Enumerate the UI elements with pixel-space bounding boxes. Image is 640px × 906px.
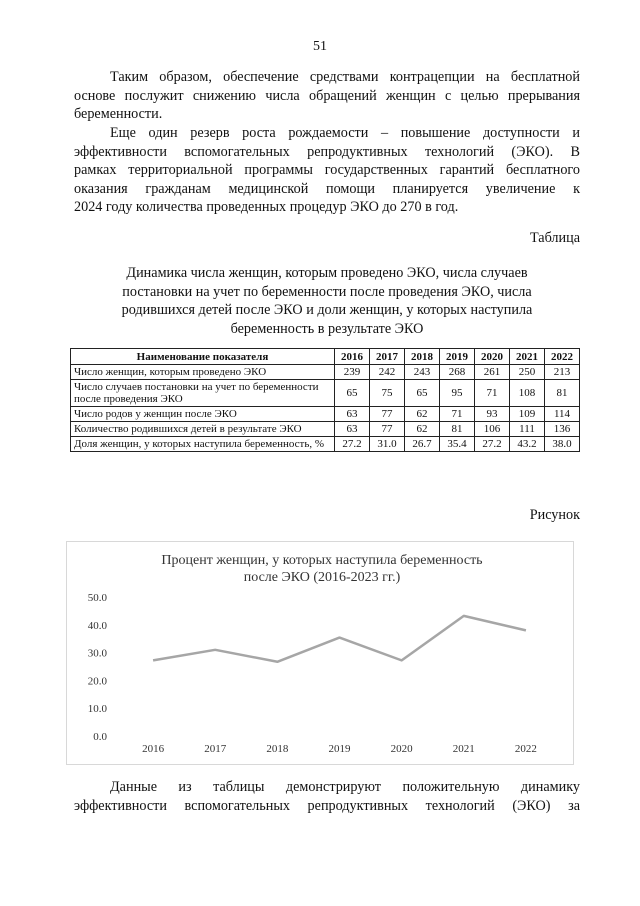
- text-line: Данные из таблицы демонстрируют положительную динамику: [110, 779, 580, 795]
- x-tick-label: 2021: [452, 743, 475, 755]
- text-line: эффективности вспомогательных репродуктивных технологий (ЭКО). В: [74, 143, 580, 160]
- text-line: Таким образом, обеспечение средствами контрацепции на бесплатной: [110, 69, 580, 85]
- title-line: родившихся детей после ЭКО и доли женщин, у которых наступила: [121, 302, 533, 318]
- row-name: Доля женщин, у которых наступила беременность, %: [71, 437, 335, 452]
- cell: 81: [545, 380, 580, 407]
- text-line: рамках территориальной программы государственных гарантий бесплатного: [74, 162, 580, 179]
- cell: 243: [405, 365, 440, 380]
- cell: 108: [510, 380, 545, 407]
- paragraph-conclusion: [74, 778, 580, 815]
- cell: 261: [475, 365, 510, 380]
- y-tick-label: 40.0: [87, 619, 107, 632]
- cell: 109: [510, 407, 545, 422]
- text-line: Еще один резерв роста рождаемости – повышение доступности и: [110, 125, 580, 141]
- cell: 31.0: [370, 437, 405, 452]
- y-tick-label: 10.0: [87, 703, 107, 716]
- cell: 62: [405, 407, 440, 422]
- x-tick-label: 2016: [142, 743, 165, 755]
- table-row: [71, 437, 580, 452]
- column-header: 2018: [405, 349, 440, 365]
- data-table: [70, 348, 580, 452]
- cell: 63: [335, 407, 370, 422]
- y-tick-label: 20.0: [87, 675, 107, 688]
- column-header: 2019: [440, 349, 475, 365]
- cell: 26.7: [405, 437, 440, 452]
- cell: 62: [405, 422, 440, 437]
- table-title: [74, 264, 580, 338]
- cell: 81: [440, 422, 475, 437]
- text-line: оказания гражданам медицинской помощи планируется увеличение к: [74, 180, 580, 197]
- row-name: Число женщин, которым проведено ЭКО: [71, 365, 335, 380]
- x-tick-label: 2022: [514, 743, 537, 755]
- table-row: [71, 365, 580, 380]
- cell: 114: [545, 407, 580, 422]
- text-line: 2024 году количества проведенных процедур ЭКО до 270 в год.: [74, 199, 459, 216]
- cell: 35.4: [440, 437, 475, 452]
- column-header: 2020: [475, 349, 510, 365]
- cell: 71: [440, 407, 475, 422]
- table-row: [71, 407, 580, 422]
- cell: 77: [370, 407, 405, 422]
- cell: 77: [370, 422, 405, 437]
- cell: 43.2: [510, 437, 545, 452]
- title-line: постановки на учет по беременности после проведения ЭКО, числа: [122, 283, 532, 300]
- column-header: 2016: [335, 349, 370, 365]
- title-line: Динамика числа женщин, которым проведено ЭКО, числа случаев: [126, 265, 528, 281]
- table-row: [71, 380, 580, 407]
- cell: 27.2: [475, 437, 510, 452]
- y-tick-label: 30.0: [87, 647, 107, 660]
- cell: 268: [440, 365, 475, 380]
- row-name: Число родов у женщин после ЭКО: [71, 407, 335, 422]
- chart-title-line: Процент женщин, у которых наступила беременность: [161, 553, 483, 568]
- chart-title: [62, 552, 582, 586]
- table-header-row: [71, 349, 580, 365]
- page-number: 51: [313, 39, 327, 54]
- column-header: 2017: [370, 349, 405, 365]
- x-tick-label: 2020: [390, 743, 413, 755]
- cell: 242: [370, 365, 405, 380]
- text-line: беременности.: [74, 106, 163, 123]
- x-tick-label: 2018: [266, 743, 289, 755]
- cell: 27.2: [335, 437, 370, 452]
- column-header: 2021: [510, 349, 545, 365]
- row-name: Количество родившихся детей в результате ЭКО: [71, 422, 335, 437]
- text-line: эффективности вспомогательных репродуктивных технологий (ЭКО) за: [74, 797, 580, 814]
- cell: 63: [335, 422, 370, 437]
- paragraph-eko-reserve: [74, 124, 580, 217]
- column-header: 2022: [545, 349, 580, 365]
- series-line: [153, 616, 526, 662]
- cell: 38.0: [545, 437, 580, 452]
- cell: 136: [545, 422, 580, 437]
- text-line: основе послужит снижению числа обращений женщин с целью прерывания: [74, 87, 580, 104]
- x-tick-label: 2019: [328, 743, 351, 755]
- cell: 65: [335, 380, 370, 407]
- cell: 75: [370, 380, 405, 407]
- paragraph-contraception: [74, 68, 580, 124]
- table-label: Таблица: [529, 230, 580, 246]
- column-header: Наименование показателя: [71, 349, 335, 365]
- x-tick-label: 2017: [204, 743, 227, 755]
- title-line: беременность в результате ЭКО: [230, 320, 424, 337]
- table-row: [71, 422, 580, 437]
- cell: 250: [510, 365, 545, 380]
- cell: 239: [335, 365, 370, 380]
- row-name: Число случаев постановки на учет по беременности после проведения ЭКО: [71, 380, 335, 407]
- y-tick-label: 0.0: [93, 731, 107, 743]
- cell: 106: [475, 422, 510, 437]
- cell: 213: [545, 365, 580, 380]
- y-tick-label: 50.0: [87, 592, 107, 604]
- cell: 93: [475, 407, 510, 422]
- cell: 71: [475, 380, 510, 407]
- cell: 95: [440, 380, 475, 407]
- cell: 65: [405, 380, 440, 407]
- cell: 111: [510, 422, 545, 437]
- figure-label: Рисунок: [529, 507, 580, 523]
- chart-title-line: после ЭКО (2016-2023 гг.): [243, 570, 401, 585]
